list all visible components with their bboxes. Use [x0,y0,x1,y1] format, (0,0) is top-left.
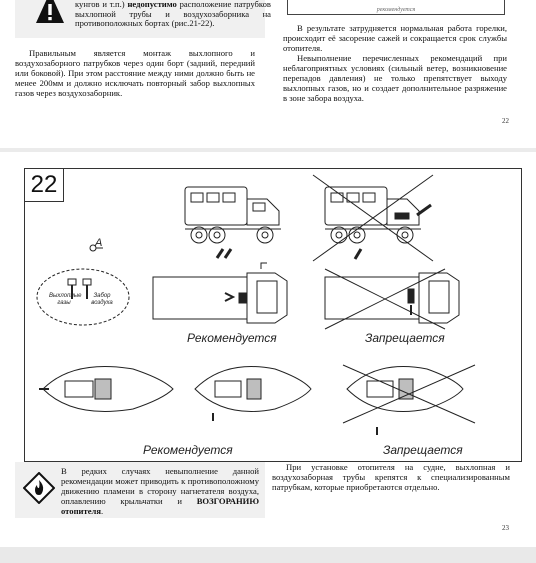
page-number: 23 [502,524,509,532]
warning-box [15,0,271,38]
warning-icon [35,0,65,24]
warning-text: кунгов и т.п.) недопустимо расположение патрубков выхлопной трубы и воздухозаборника на противоположных бортах (рис.21-22). [75,0,271,29]
caption-forbidden-boats: Запрещается [383,443,463,457]
truck-side-recommended [185,187,281,258]
caption-recommended-boats: Рекомендуется [143,443,233,457]
figure-drawing [25,169,521,461]
left-paragraph: Правильным является монтаж выхлопного и воздухозаборного патрубков через один борт (задний, передний или боковой). При этом расстояние между ними должно быть не менее 200мм и должно исключать повторный забор выхлопных газов через воздухозаборник. [15,48,255,98]
boat-recommended-2 [195,367,311,422]
figure-22 [24,168,522,462]
recommended-figure-frame [287,0,505,15]
frame-caption: рекомендуется [376,7,416,13]
figure-number: 22 [25,169,64,202]
boat-recommended-1 [39,367,173,412]
intake-label: Забор воздуха [91,293,113,306]
fire-warning-box [15,462,265,518]
fire-warning-text: В редких случаях невыполнение данной рекомендации может приводить к противоположному движению пламени в сторону нагнетателя воздуха, оплавлению крыльчатки и ВОЗГОРАНИЮ отопителя. [61,466,259,516]
truck-side-forbidden [313,175,433,261]
document-page-23 [0,152,536,547]
exhaust-label: Выхлопные газы [49,293,82,306]
caption-forbidden-trucks: Запрещается [365,331,445,345]
boat-forbidden [343,365,475,435]
document-page-22 [0,0,536,148]
truck-top-forbidden [325,269,459,329]
flammable-icon [23,472,55,504]
next-page-edge [0,547,536,563]
caption-recommended-trucks: Рекомендуется [187,331,277,345]
marker-a-label: A [95,237,103,249]
boat-install-paragraph: При установке отопителя на судне, выхлопная и воздухозаборная трубы крепятся к специализированным патрубкам, которые приобретаются отдельно. [272,462,510,492]
right-paragraph: В результате затрудняется нормальная работа горелки, происходит её засорение сажей и сокращается срок службы отопителя. Невыполнение перечисленных рекомендаций при неблагоприятных условиях (сильный ветер, возникновение перепадов давления) не только препятствует выходу выхлопных газов, но и создает дополнительное разряжение в зоне забора воздуха. [283,23,507,103]
page-number: 22 [502,117,509,125]
truck-top-recommended [153,263,287,323]
